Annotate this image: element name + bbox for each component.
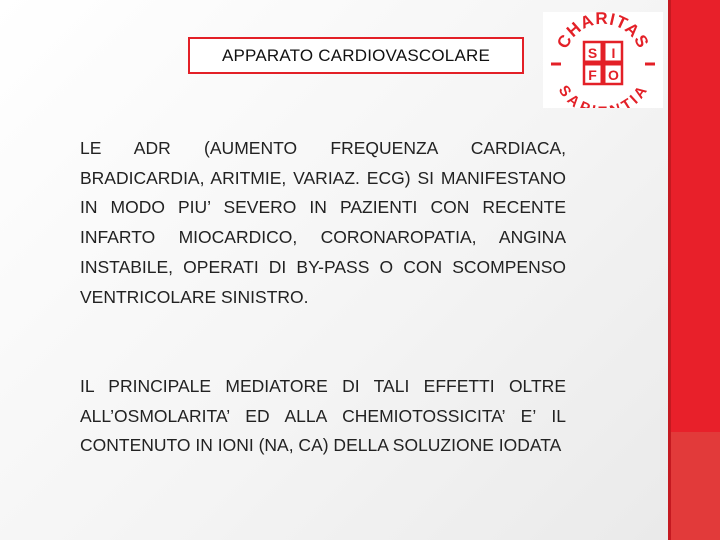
slide-title: APPARATO CARDIOVASCOLARE [221, 45, 491, 65]
logo-text-bottom: SA TIA [554, 82, 652, 108]
logo-letter-s: S [587, 45, 598, 61]
logo-letter-o: O [608, 67, 619, 83]
logo-text-top: CHARITAS [553, 12, 653, 52]
accent-band-edge [668, 0, 671, 540]
paragraph-adr: LE ADR (AUMENTO FREQUENZA CARDIACA, BRADICARDIA, ARITMIE, VARIAZ. ECG) SI MANIFESTANO IN MODO PIU’ SEVERO IN PAZIENTI CON RECENTE INFARTO MIOCARDICO, CORONAROPATIA, ANGINA INSTABILE, OPERATI DI BY-PASS O CON SCOMPENSO VENTRICOLARE SINISTRO. [80, 138, 566, 307]
logo-letter-i: I [611, 45, 616, 61]
sifo-logo [543, 12, 663, 108]
right-accent-band [668, 0, 720, 540]
accent-band-bottom [668, 432, 720, 540]
logo-letter-f: F [588, 67, 597, 83]
paragraph-mediatore: IL PRINCIPALE MEDIATORE DI TALI EFFETTI OLTRE ALL’OSMOLARITA’ ED ALLA CHEMIOTOSSICITA’ E’ IL CONTENUTO IN IONI (NA, CA) DELLA SOLUZIONE IODATA [80, 376, 566, 456]
sifo-logo-graphic [543, 12, 663, 108]
title-box [188, 37, 524, 74]
accent-band-top [668, 0, 720, 432]
